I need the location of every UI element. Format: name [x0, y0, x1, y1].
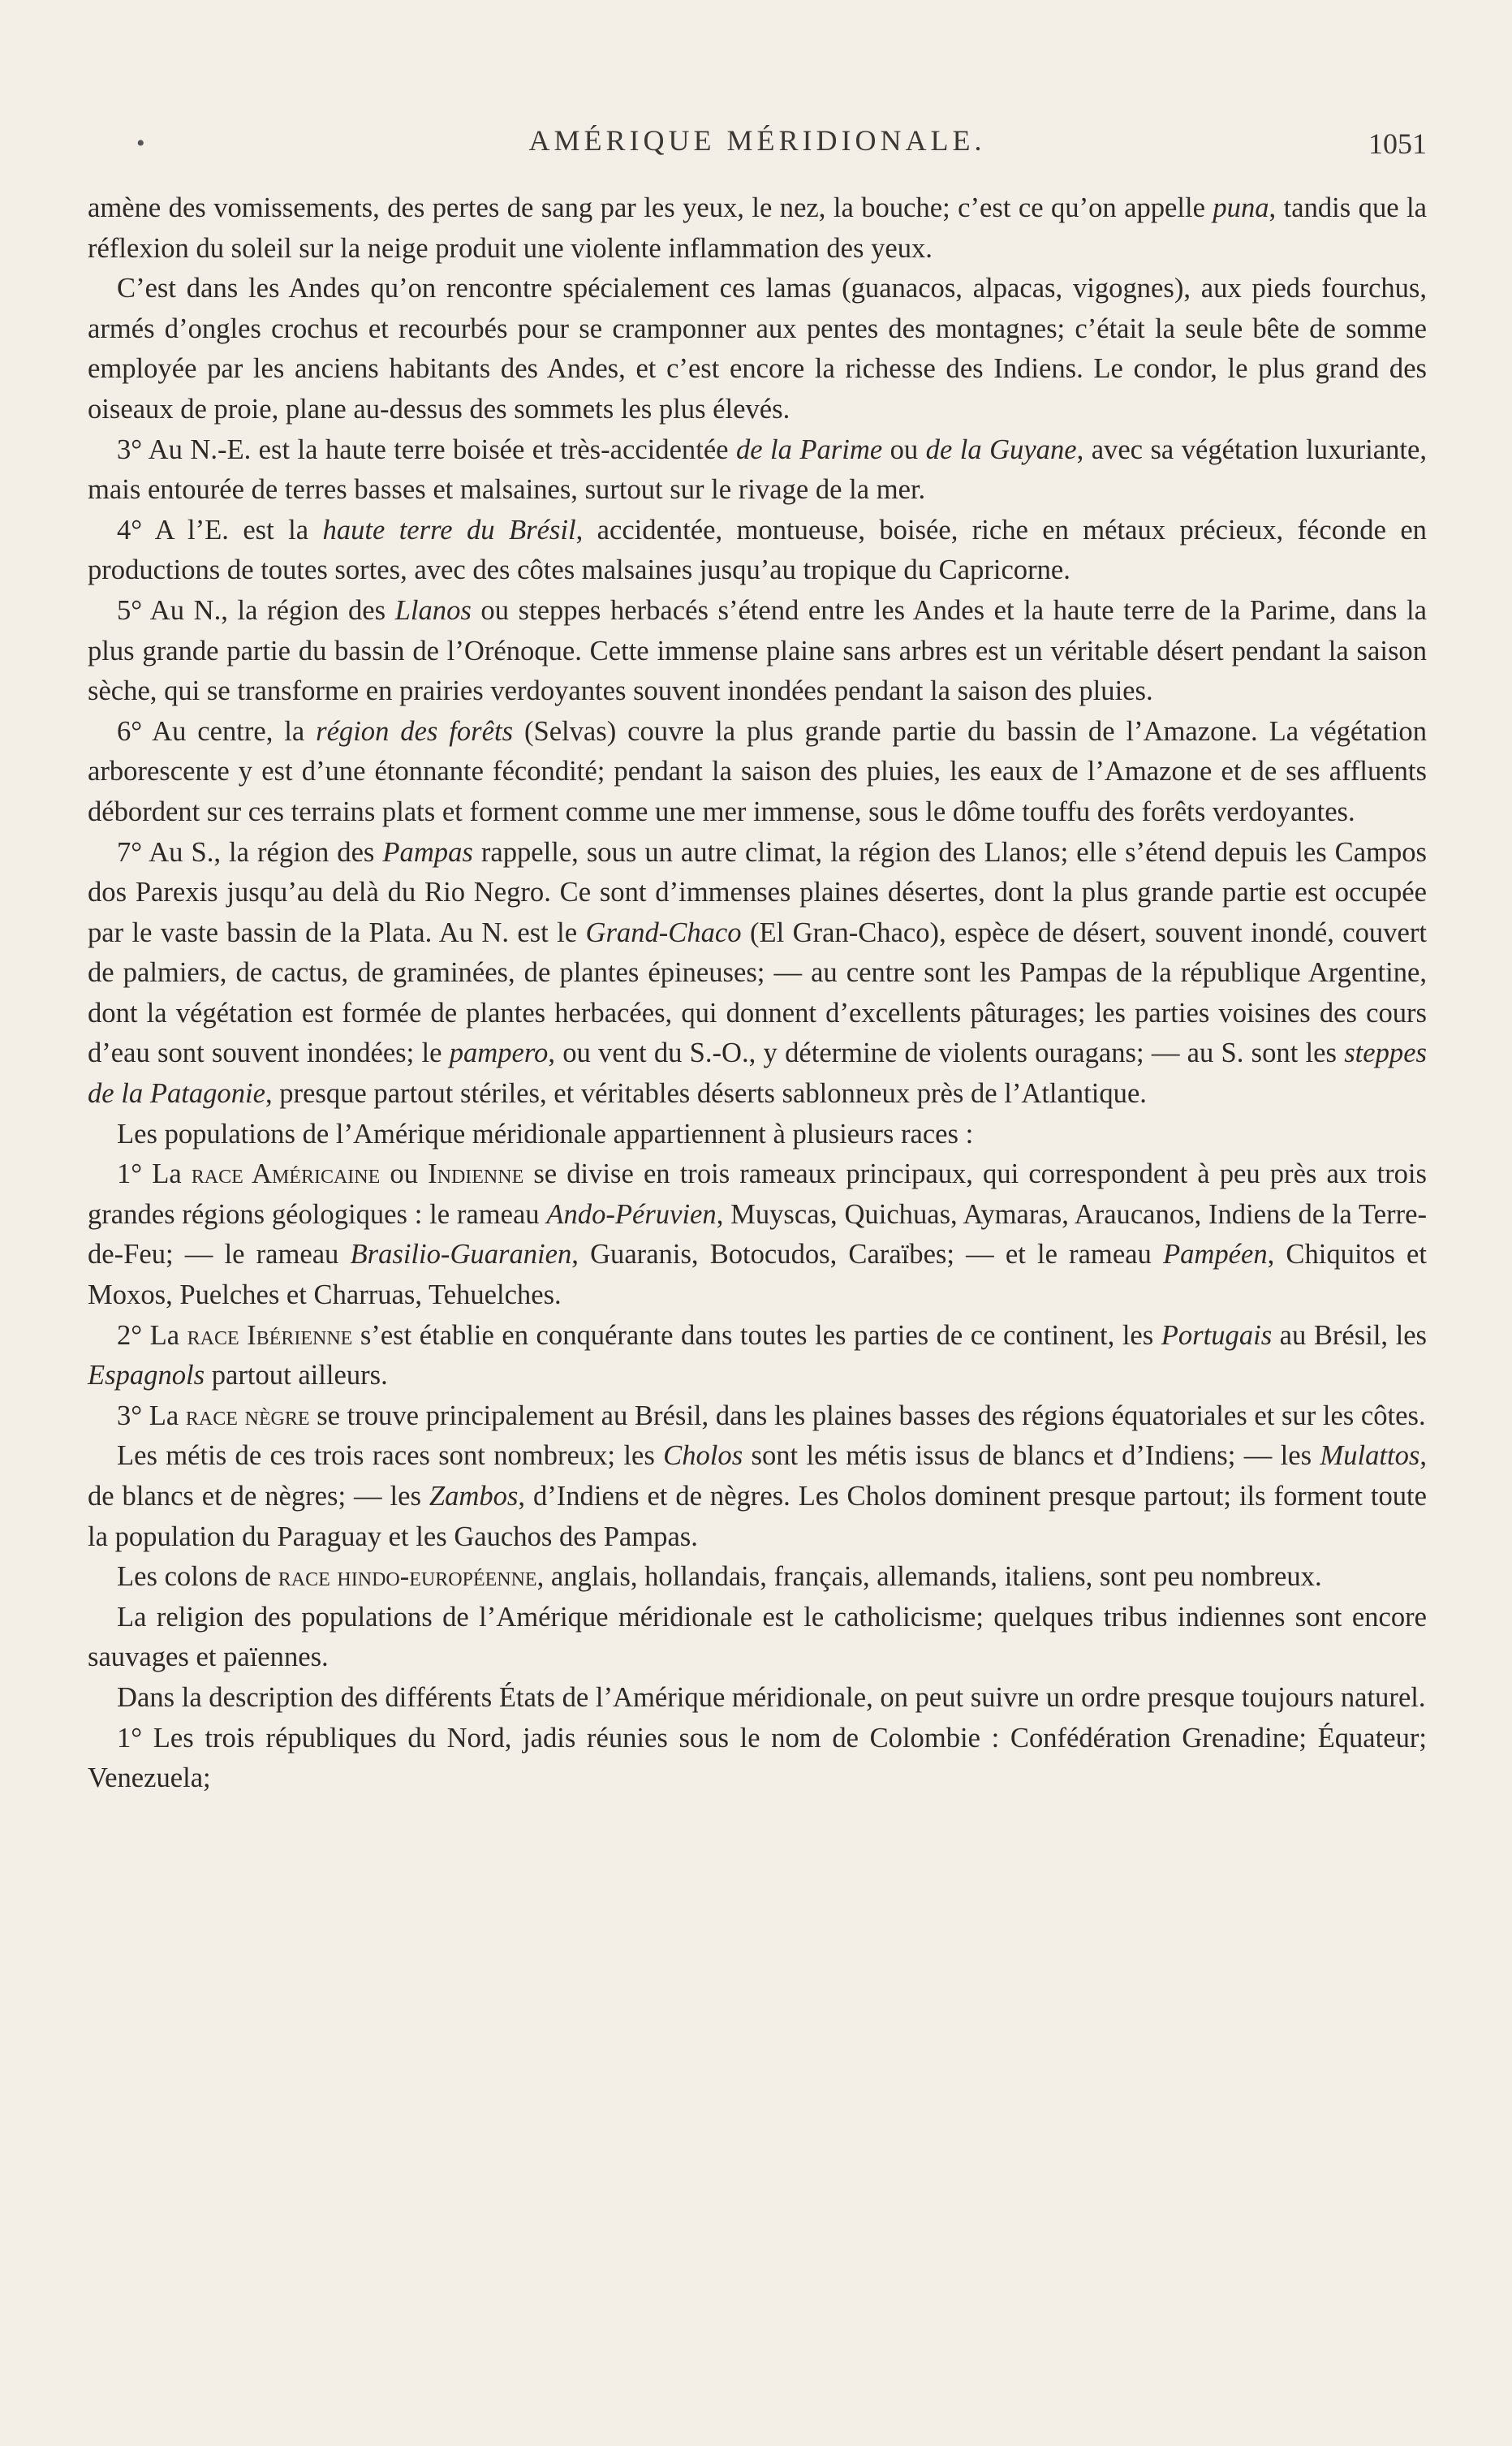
- text-run: , de blancs et de nègres; — les: [88, 1440, 1427, 1512]
- text-run: 5° Au N., la région des: [117, 594, 395, 626]
- text-run: 7° Au S., la région des: [117, 836, 383, 868]
- italic-run: steppes de la Patagonie: [88, 1038, 1427, 1110]
- italic-run: Pampas: [382, 836, 473, 868]
- italic-run: Pampéen: [1162, 1239, 1268, 1270]
- italic-run: haute terre du Brésil: [322, 514, 576, 546]
- italic-run: de la Parime: [735, 434, 883, 465]
- text-run: au Brésil, les: [1272, 1319, 1428, 1351]
- text-run: sont les métis issus de blancs et d’Indiens; — les: [743, 1440, 1320, 1472]
- small-caps-run: race Américaine: [191, 1158, 381, 1190]
- italic-run: Portugais: [1161, 1319, 1273, 1351]
- text-run: La religion des populations de l’Amérique méridionale est le catholicisme; quelques tribus indiennes sont encore sauvages et païennes.: [88, 1601, 1427, 1673]
- text-run: Les colons de: [117, 1561, 278, 1593]
- small-caps-run: race Ibérienne: [187, 1319, 353, 1351]
- text-run: , Chiquitos et Moxos, Puelches et Charruas, Tehuelches.: [88, 1239, 1428, 1311]
- running-title: AMÉRIQUE MÉRIDIONALE.: [528, 124, 986, 157]
- text-run: , Guaranis, Botocudos, Caraïbes; — et le rameau: [571, 1239, 1163, 1270]
- italic-run: Mulattos: [1320, 1440, 1420, 1472]
- text-run: 6° Au centre, la: [117, 715, 317, 747]
- italic-run: Ando-Péruvien: [546, 1198, 717, 1230]
- paragraph: [88, 1396, 1427, 1437]
- text-run: 1° La: [117, 1158, 192, 1190]
- paragraph: [88, 1557, 1427, 1598]
- text-run: (Selvas) couvre la plus grande partie du bassin de l’Amazone. La végétation arborescente y est d’une étonnante fécondité; pendant la saison des pluies, les eaux de l’Amazone et de ses affluents débordent sur ces terrains plats et forment comme une mer immense, sous le dôme touffu des forêts verdoyantes.: [88, 715, 1427, 827]
- text-run: s’est établie en conquérante dans toutes les parties de ce continent, les: [352, 1319, 1161, 1351]
- text-run: se trouve principalement au Brésil, dans les plaines basses des régions équatoriales et sur les côtes.: [309, 1400, 1426, 1431]
- text-run: , tandis que la réflexion du soleil sur la neige produit une violente inflammation des yeux.: [88, 192, 1427, 264]
- text-run: partout ailleurs.: [205, 1360, 388, 1391]
- paragraph: [88, 833, 1427, 1115]
- text-run: , ou vent du S.-O., y détermine de violents ouragans; — au S. sont les: [548, 1038, 1345, 1069]
- paragraph: [88, 1678, 1427, 1719]
- italic-run: Grand-Chaco: [585, 917, 742, 948]
- paragraph: [88, 269, 1427, 429]
- italic-run: Cholos: [663, 1440, 743, 1472]
- text-run: Dans la description des différents États de l’Amérique méridionale, on peut suivre un ordre presque toujours naturel.: [117, 1681, 1426, 1713]
- paragraph: [88, 591, 1427, 712]
- paragraph: [88, 1316, 1427, 1396]
- italic-run: Brasilio-Guaranien: [350, 1239, 572, 1270]
- text-run: , avec sa végétation luxuriante, mais entourée de terres basses et malsaines, surtout sur le rivage de la mer.: [88, 434, 1428, 506]
- paragraph: [88, 1154, 1427, 1315]
- small-caps-run: race nègre: [185, 1400, 310, 1431]
- paragraph: [88, 188, 1427, 269]
- paragraph: [88, 1719, 1427, 1799]
- text-run: Les populations de l’Amérique méridionale appartiennent à plusieurs races :: [117, 1118, 974, 1150]
- paragraph: [88, 1598, 1427, 1678]
- italic-run: Llanos: [394, 594, 472, 626]
- text-run: , accidentée, montueuse, boisée, riche en métaux précieux, féconde en productions de toutes sortes, avec des côtes malsaines jusqu’au tropique du Capricorne.: [88, 514, 1427, 586]
- paragraph: [88, 511, 1427, 591]
- small-caps-run: race hindo-européenne: [278, 1561, 537, 1593]
- text-run: ou: [882, 434, 926, 465]
- text-run: , d’Indiens et de nègres. Les Cholos dominent presque partout; ils forment toute la population du Paraguay et les Gauchos des Pampas.: [88, 1481, 1428, 1552]
- header-mark: •: [136, 130, 145, 157]
- text-run: ou steppes herbacés s’étend entre les Andes et la haute terre de la Parime, dans la plus grande partie du bassin de l’Orénoque. Cette immense plaine sans arbres est un véritable désert pendant la saison sèche, qui se transforme en prairies verdoyantes souvent inondées pendant la saison des pluies.: [88, 594, 1427, 707]
- body-text: [88, 188, 1427, 1799]
- small-caps-run: Indienne: [428, 1158, 524, 1190]
- text-run: (El Gran-Chaco), espèce de désert, souvent inondé, couvert de palmiers, de cactus, de graminées, de plantes épineuses; — au centre sont les Pampas de la république Argentine, dont la végétation est formée de plantes herbacées, qui donnent d’excellents pâturages; les parties voisines des cours d’eau sont souvent inondées; le: [88, 917, 1427, 1069]
- paragraph: [88, 430, 1427, 511]
- paragraph: [88, 1115, 1427, 1155]
- text-run: se divise en trois rameaux principaux, qui correspondent à peu près aux trois grandes régions géologiques : le rameau: [88, 1158, 1427, 1230]
- italic-run: puna: [1213, 192, 1269, 223]
- text-run: , presque partout stériles, et véritables déserts sablonneux près de l’Atlantique.: [265, 1078, 1147, 1110]
- text-run: , anglais, hollandais, français, allemands, italiens, sont peu nombreux.: [536, 1561, 1322, 1593]
- paragraph: [88, 1436, 1427, 1557]
- paragraph: [88, 712, 1427, 833]
- text-run: Les métis de ces trois races sont nombreux; les: [117, 1440, 664, 1472]
- running-header: [88, 123, 1427, 172]
- text-run: 1° Les trois républiques du Nord, jadis réunies sous le nom de Colombie : Confédération Grenadine; Équateur; Venezuela;: [88, 1722, 1427, 1794]
- text-run: 4° A l’E. est la: [117, 514, 323, 546]
- text-run: amène des vomissements, des pertes de sang par les yeux, le nez, la bouche; c’est ce qu’on appelle: [88, 192, 1213, 223]
- italic-run: de la Guyane: [925, 434, 1077, 465]
- italic-run: Espagnols: [88, 1360, 205, 1391]
- text-run: rappelle, sous un autre climat, la région des Llanos; elle s’étend depuis les Campos dos Parexis jusqu’au delà du Rio Negro. Ce sont d’immenses plaines désertes, dont la plus grande partie est occupée par le vaste bassin de la Plata. Au N. est le: [88, 836, 1427, 948]
- italic-run: Zambos: [429, 1481, 519, 1512]
- text-run: ou: [380, 1158, 429, 1190]
- text-run: 2° La: [117, 1319, 187, 1351]
- text-run: , Muyscas, Quichuas, Aymaras, Araucanos, Indiens de la Terre-de-Feu; — le rameau: [88, 1198, 1427, 1270]
- text-run: C’est dans les Andes qu’on rencontre spécialement ces lamas (guanacos, alpacas, vigognes), aux pieds fourchus, armés d’ongles crochus et recourbés pour se cramponner aux pentes des montagnes; c’était la seule bête de somme employée par les anciens habitants des Andes, et c’est encore la richesse des Indiens. Le condor, le plus grand des oiseaux de proie, plane au-dessus des sommets les plus élevés.: [88, 273, 1427, 425]
- text-run: 3° Au N.-E. est la haute terre boisée et très-accidentée: [117, 434, 736, 465]
- text-run: 3° La: [117, 1400, 186, 1431]
- italic-run: région des forêts: [316, 715, 514, 747]
- italic-run: pampero: [449, 1038, 549, 1069]
- page-number: 1051: [1368, 127, 1427, 160]
